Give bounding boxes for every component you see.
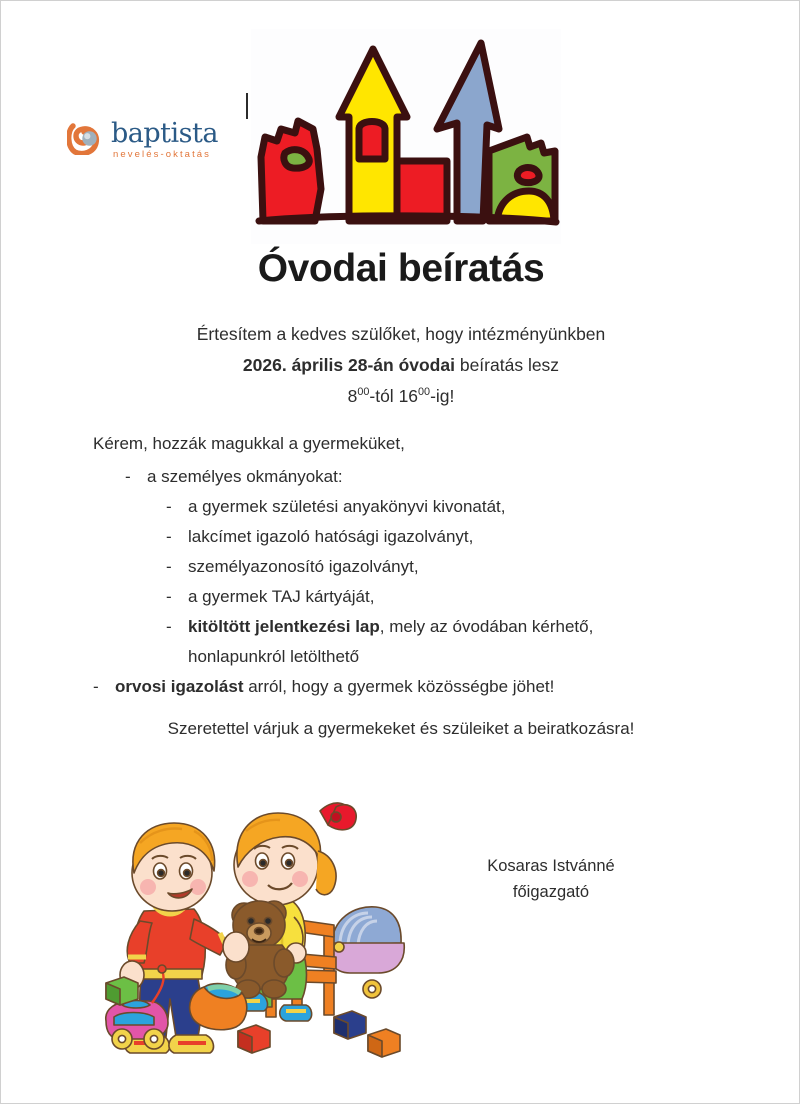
requirements-block — [93, 429, 653, 702]
list-item — [166, 492, 653, 522]
intro-date-bold: 2026. április 28-án óvodai — [242, 355, 455, 375]
list-dash: - — [166, 527, 172, 546]
intro-paragraph — [1, 319, 800, 412]
signature-name: Kosaras Istvánné — [487, 857, 615, 875]
opening-hours-end: -ig! — [430, 386, 455, 406]
opening-hour-to-sup: 00 — [418, 386, 431, 399]
list-dash: - — [93, 677, 99, 696]
list-item-label: a gyermek TAJ kártyáját, — [188, 587, 375, 606]
medical-certificate-rest: arról, hogy a gyermek közösségbe jöhet! — [243, 677, 555, 696]
signature-role: főigazgató — [512, 883, 590, 901]
signature-block — [421, 853, 681, 905]
children-illustration — [96, 793, 406, 1065]
page-title: Óvodai beíratás — [257, 247, 545, 290]
baptista-logo — [67, 119, 242, 167]
intro-line-3 — [1, 381, 800, 412]
intro-line-2 — [1, 350, 800, 381]
list-item-medical-certificate — [93, 672, 653, 702]
list-item-label — [188, 612, 653, 672]
application-form-second-line: honlapunkról letölthető — [188, 647, 360, 666]
list-item-label: a személyes okmányokat: — [147, 467, 343, 486]
list-item-label: személyazonosító igazolványt, — [188, 557, 419, 576]
list-item-label — [115, 672, 653, 702]
logo-subtitle: nevelés-oktatás — [113, 149, 212, 160]
opening-hour-from-sup: 00 — [357, 386, 370, 399]
list-item — [166, 522, 653, 552]
toy-ball — [190, 984, 247, 1030]
list-item — [166, 582, 653, 612]
requirements-lead: Kérem, hozzák magukkal a gyermeküket, — [93, 434, 405, 453]
list-item-label: a gyermek születési anyakönyvi kivonatát, — [188, 497, 506, 516]
logo-wordmark: baptista — [111, 118, 218, 149]
list-item-documents-group — [125, 462, 653, 492]
opening-hours-mid: -tól — [369, 386, 399, 406]
list-item-application-form — [166, 612, 653, 672]
intro-date-rest: beíratás lesz — [459, 355, 560, 375]
text-cursor-artifact — [246, 93, 248, 119]
list-item-label: lakcímet igazoló hatósági igazolványt, — [188, 527, 474, 546]
medical-certificate-bold: orvosi igazolást — [115, 677, 244, 696]
toy-pram — [326, 907, 405, 998]
application-form-rest: , mely az óvodában kérhető, — [379, 617, 594, 636]
opening-hour-to: 16 — [398, 386, 419, 406]
list-dash: - — [166, 617, 172, 636]
baptista-logo-mark-icon — [67, 123, 105, 155]
closing-message: Szeretettel várjuk a gyermekeket és szüleiket a beiratkozásra! — [167, 719, 635, 738]
castle-illustration — [251, 29, 561, 244]
intro-line-1: Értesítem a kedves szülőket, hogy intézményünkben — [196, 324, 606, 344]
list-dash: - — [166, 587, 172, 606]
list-dash: - — [125, 467, 131, 486]
opening-hour-from: 8 — [347, 386, 358, 406]
application-form-bold: kitöltött jelentkezési lap — [188, 617, 380, 636]
list-item — [166, 552, 653, 582]
list-dash: - — [166, 557, 172, 576]
poster-header — [1, 1, 800, 251]
list-dash: - — [166, 497, 172, 516]
